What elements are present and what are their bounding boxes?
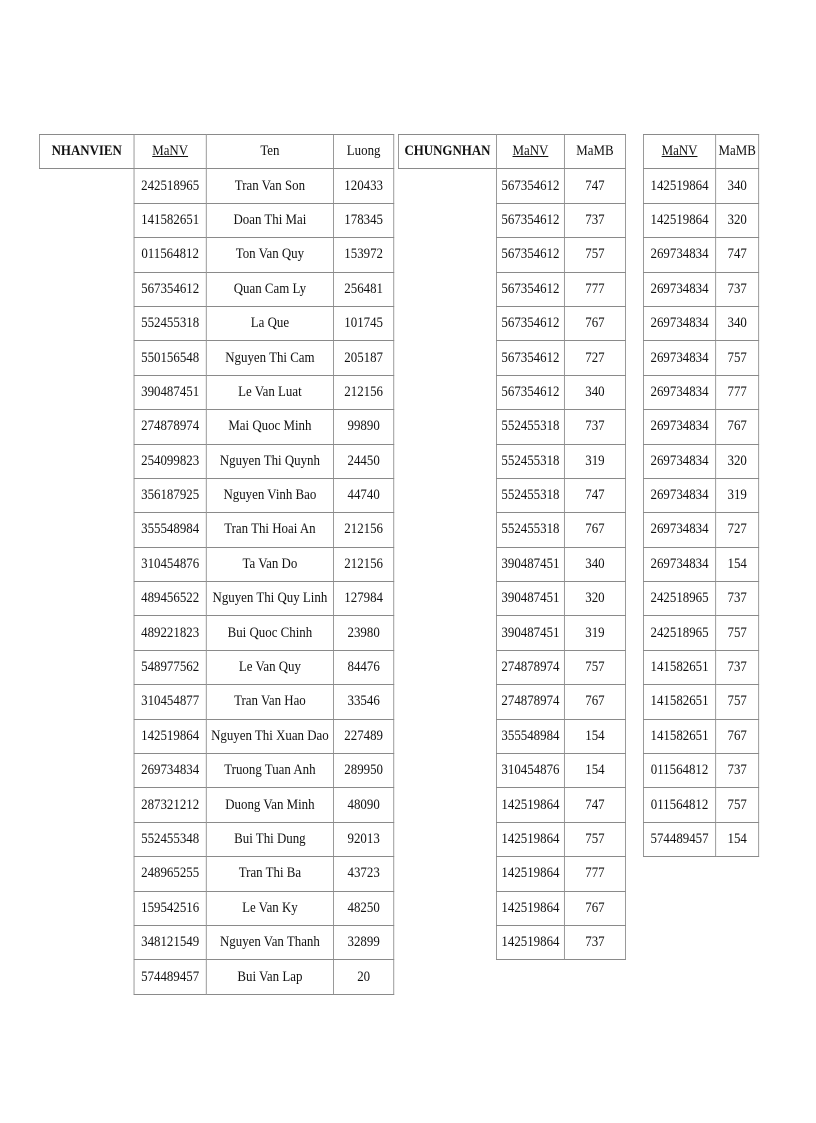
chungnhan-cont-row xyxy=(643,478,758,512)
chungnhan-cont-cell: 269734834 xyxy=(643,341,715,375)
nhanvien-cell: 212156 xyxy=(334,547,394,581)
chungnhan-cont-cell: 727 xyxy=(716,513,759,547)
nhanvien-row xyxy=(39,547,393,581)
nhanvien-cell: Nguyen Thi Quy Linh xyxy=(206,582,333,616)
chungnhan-row xyxy=(398,169,625,203)
chungnhan-cont-cell: 269734834 xyxy=(643,238,715,272)
chungnhan-cell: 552455318 xyxy=(496,444,564,478)
chungnhan-cont-row xyxy=(643,444,758,478)
chungnhan-cell: 727 xyxy=(564,341,625,375)
chungnhan-cont-row xyxy=(643,719,758,753)
chungnhan-spacer xyxy=(398,341,496,375)
nhanvien-cell: 310454876 xyxy=(134,547,206,581)
nhanvien-row xyxy=(39,169,393,203)
nhanvien-cell: 355548984 xyxy=(134,513,206,547)
nhanvien-cell: Bui Van Lap xyxy=(206,960,333,994)
chungnhan-cell: 567354612 xyxy=(496,238,564,272)
chungnhan-row xyxy=(398,547,625,581)
chungnhan-cell: 737 xyxy=(564,410,625,444)
chungnhan-cell: 310454876 xyxy=(496,754,564,788)
chungnhan-spacer xyxy=(398,891,496,925)
nhanvien-cell: 20 xyxy=(334,960,394,994)
nhanvien-cell: La Que xyxy=(206,306,333,340)
chungnhan-cont-body xyxy=(643,169,758,857)
chungnhan-cell: 274878974 xyxy=(496,685,564,719)
nhanvien-spacer xyxy=(39,306,134,340)
chungnhan-cont-cell: 011564812 xyxy=(643,754,715,788)
chungnhan-row xyxy=(398,616,625,650)
nhanvien-cell: 48090 xyxy=(334,788,394,822)
nhanvien-cell: Tran Thi Hoai An xyxy=(206,513,333,547)
chungnhan-cell: 390487451 xyxy=(496,616,564,650)
nhanvien-cell: 141582651 xyxy=(134,203,206,237)
chungnhan-cont-row xyxy=(643,341,758,375)
chungnhan-cell: 777 xyxy=(564,272,625,306)
nhanvien-spacer xyxy=(39,169,134,203)
chungnhan-spacer xyxy=(398,616,496,650)
chungnhan-spacer xyxy=(398,444,496,478)
nhanvien-cell: Le Van Ky xyxy=(206,891,333,925)
nhanvien-body xyxy=(39,169,393,994)
nhanvien-spacer xyxy=(39,754,134,788)
chungnhan-cont-cell: 269734834 xyxy=(643,547,715,581)
chungnhan-cont-row xyxy=(643,616,758,650)
chungnhan-cell: 142519864 xyxy=(496,925,564,959)
chungnhan-row xyxy=(398,306,625,340)
chungnhan-cont-row xyxy=(643,582,758,616)
nhanvien-spacer xyxy=(39,788,134,822)
nhanvien-cell: Nguyen Van Thanh xyxy=(206,925,333,959)
nhanvien-row xyxy=(39,925,393,959)
chungnhan-row xyxy=(398,444,625,478)
nhanvien-cell: 99890 xyxy=(334,410,394,444)
chungnhan-cell: 390487451 xyxy=(496,582,564,616)
nhanvien-cell: Mai Quoc Minh xyxy=(206,410,333,444)
chungnhan-cell: 737 xyxy=(564,925,625,959)
chungnhan-cell: 142519864 xyxy=(496,891,564,925)
chungnhan-spacer xyxy=(398,169,496,203)
chungnhan-spacer xyxy=(398,375,496,409)
chungnhan-col-mamb: MaMB xyxy=(564,135,625,169)
nhanvien-cell: 552455348 xyxy=(134,822,206,856)
nhanvien-spacer xyxy=(39,547,134,581)
chungnhan-cont-cell: 737 xyxy=(716,754,759,788)
chungnhan-cell: 319 xyxy=(564,444,625,478)
nhanvien-cell: 159542516 xyxy=(134,891,206,925)
chungnhan-cell: 757 xyxy=(564,822,625,856)
chungnhan-cell: 142519864 xyxy=(496,857,564,891)
chungnhan-cont-cell: 141582651 xyxy=(643,650,715,684)
nhanvien-cell: 24450 xyxy=(334,444,394,478)
chungnhan-cell: 767 xyxy=(564,891,625,925)
chungnhan-cont-cell: 269734834 xyxy=(643,478,715,512)
nhanvien-spacer xyxy=(39,444,134,478)
nhanvien-cell: 44740 xyxy=(334,478,394,512)
chungnhan-cont-col-manv: MaNV xyxy=(643,135,715,169)
chungnhan-cont-cell: 269734834 xyxy=(643,513,715,547)
chungnhan-cell: 567354612 xyxy=(496,203,564,237)
chungnhan-row xyxy=(398,375,625,409)
chungnhan-cont-row xyxy=(643,822,758,856)
chungnhan-cont-cell: 154 xyxy=(716,547,759,581)
nhanvien-cell: Tran Van Hao xyxy=(206,685,333,719)
nhanvien-cell: Ton Van Quy xyxy=(206,238,333,272)
chungnhan-cont-cell: 737 xyxy=(716,582,759,616)
chungnhan-row xyxy=(398,822,625,856)
chungnhan-cell: 567354612 xyxy=(496,306,564,340)
chungnhan-cont-row xyxy=(643,375,758,409)
chungnhan-row xyxy=(398,238,625,272)
chungnhan-cell: 142519864 xyxy=(496,822,564,856)
chungnhan-spacer xyxy=(398,925,496,959)
chungnhan-row xyxy=(398,891,625,925)
chungnhan-cell: 737 xyxy=(564,203,625,237)
nhanvien-spacer xyxy=(39,341,134,375)
nhanvien-row xyxy=(39,754,393,788)
chungnhan-cell: 320 xyxy=(564,582,625,616)
chungnhan-row xyxy=(398,650,625,684)
nhanvien-cell: 390487451 xyxy=(134,375,206,409)
chungnhan-cell: 757 xyxy=(564,238,625,272)
nhanvien-spacer xyxy=(39,203,134,237)
nhanvien-cell: 254099823 xyxy=(134,444,206,478)
chungnhan-cont-cell: 269734834 xyxy=(643,306,715,340)
chungnhan-spacer xyxy=(398,272,496,306)
nhanvien-row xyxy=(39,203,393,237)
chungnhan-row xyxy=(398,203,625,237)
chungnhan-cell: 552455318 xyxy=(496,513,564,547)
chungnhan-cont-cell: 141582651 xyxy=(643,719,715,753)
nhanvien-row xyxy=(39,513,393,547)
chungnhan-cont-cell: 777 xyxy=(716,375,759,409)
nhanvien-cell: 33546 xyxy=(334,685,394,719)
nhanvien-cell: Nguyen Thi Cam xyxy=(206,341,333,375)
nhanvien-cell: 274878974 xyxy=(134,410,206,444)
nhanvien-spacer xyxy=(39,478,134,512)
chungnhan-cont-cell: 574489457 xyxy=(643,822,715,856)
nhanvien-row xyxy=(39,719,393,753)
nhanvien-cell: 43723 xyxy=(334,857,394,891)
chungnhan-cont-cell: 320 xyxy=(716,203,759,237)
chungnhan-cell: 340 xyxy=(564,547,625,581)
chungnhan-row xyxy=(398,925,625,959)
nhanvien-cell: 248965255 xyxy=(134,857,206,891)
nhanvien-spacer xyxy=(39,513,134,547)
chungnhan-cont-cell: 154 xyxy=(716,822,759,856)
nhanvien-row xyxy=(39,788,393,822)
nhanvien-spacer xyxy=(39,925,134,959)
chungnhan-cell: 767 xyxy=(564,513,625,547)
nhanvien-cell: 48250 xyxy=(334,891,394,925)
nhanvien-cell: Nguyen Thi Xuan Dao xyxy=(206,719,333,753)
nhanvien-cell: 127984 xyxy=(334,582,394,616)
nhanvien-cell: 489456522 xyxy=(134,582,206,616)
chungnhan-cell: 757 xyxy=(564,650,625,684)
chungnhan-row xyxy=(398,857,625,891)
chungnhan-cell: 340 xyxy=(564,375,625,409)
chungnhan-cont-row xyxy=(643,650,758,684)
nhanvien-spacer xyxy=(39,238,134,272)
nhanvien-cell: Le Van Quy xyxy=(206,650,333,684)
nhanvien-row xyxy=(39,650,393,684)
nhanvien-table xyxy=(39,134,394,995)
nhanvien-cell: 550156548 xyxy=(134,341,206,375)
chungnhan-cont-row xyxy=(643,203,758,237)
chungnhan-cont-row xyxy=(643,547,758,581)
chungnhan-body xyxy=(398,169,625,960)
chungnhan-cell: 777 xyxy=(564,857,625,891)
nhanvien-spacer xyxy=(39,616,134,650)
chungnhan-cell: 567354612 xyxy=(496,169,564,203)
nhanvien-cell: 310454877 xyxy=(134,685,206,719)
nhanvien-row xyxy=(39,341,393,375)
chungnhan-cont-cell: 269734834 xyxy=(643,410,715,444)
chungnhan-spacer xyxy=(398,822,496,856)
chungnhan-spacer xyxy=(398,513,496,547)
chungnhan-cont-cell: 767 xyxy=(716,410,759,444)
chungnhan-cont-header-row xyxy=(643,135,758,169)
chungnhan-cont-cell: 269734834 xyxy=(643,444,715,478)
nhanvien-spacer xyxy=(39,410,134,444)
chungnhan-spacer xyxy=(398,238,496,272)
chungnhan-spacer xyxy=(398,203,496,237)
chungnhan-cell: 767 xyxy=(564,685,625,719)
chungnhan-cont-cell: 242518965 xyxy=(643,616,715,650)
nhanvien-cell: 84476 xyxy=(334,650,394,684)
chungnhan-row xyxy=(398,272,625,306)
chungnhan-cont-row xyxy=(643,272,758,306)
nhanvien-cell: 011564812 xyxy=(134,238,206,272)
nhanvien-cell: 489221823 xyxy=(134,616,206,650)
chungnhan-spacer xyxy=(398,650,496,684)
chungnhan-spacer xyxy=(398,582,496,616)
nhanvien-row xyxy=(39,685,393,719)
chungnhan-row xyxy=(398,582,625,616)
chungnhan-cell: 274878974 xyxy=(496,650,564,684)
nhanvien-spacer xyxy=(39,375,134,409)
chungnhan-spacer xyxy=(398,547,496,581)
nhanvien-cell: 92013 xyxy=(334,822,394,856)
chungnhan-cell: 567354612 xyxy=(496,341,564,375)
nhanvien-cell: 227489 xyxy=(334,719,394,753)
chungnhan-cell: 567354612 xyxy=(496,272,564,306)
nhanvien-row xyxy=(39,410,393,444)
chungnhan-row xyxy=(398,685,625,719)
nhanvien-cell: 548977562 xyxy=(134,650,206,684)
nhanvien-row xyxy=(39,478,393,512)
chungnhan-spacer xyxy=(398,478,496,512)
chungnhan-cont-row xyxy=(643,754,758,788)
nhanvien-col-manv: MaNV xyxy=(134,135,206,169)
chungnhan-cont-cell: 767 xyxy=(716,719,759,753)
chungnhan-cell: 552455318 xyxy=(496,478,564,512)
chungnhan-cell: 747 xyxy=(564,788,625,822)
chungnhan-col-manv: MaNV xyxy=(496,135,564,169)
chungnhan-spacer xyxy=(398,857,496,891)
chungnhan-cont-cell: 340 xyxy=(716,306,759,340)
chungnhan-cont-cell: 269734834 xyxy=(643,272,715,306)
nhanvien-cell: 212156 xyxy=(334,375,394,409)
chungnhan-cont-cell: 011564812 xyxy=(643,788,715,822)
chungnhan-row xyxy=(398,410,625,444)
chungnhan-spacer xyxy=(398,306,496,340)
chungnhan-cont-cell: 757 xyxy=(716,788,759,822)
nhanvien-cell: 212156 xyxy=(334,513,394,547)
nhanvien-cell: 348121549 xyxy=(134,925,206,959)
chungnhan-cell: 552455318 xyxy=(496,410,564,444)
chungnhan-cell: 567354612 xyxy=(496,375,564,409)
nhanvien-cell: Nguyen Thi Quynh xyxy=(206,444,333,478)
nhanvien-cell: 287321212 xyxy=(134,788,206,822)
chungnhan-cell: 319 xyxy=(564,616,625,650)
nhanvien-col-ten: Ten xyxy=(206,135,333,169)
nhanvien-cell: 120433 xyxy=(334,169,394,203)
chungnhan-cont-row xyxy=(643,685,758,719)
nhanvien-cell: 552455318 xyxy=(134,306,206,340)
chungnhan-cont-cell: 320 xyxy=(716,444,759,478)
chungnhan-spacer xyxy=(398,410,496,444)
nhanvien-row xyxy=(39,582,393,616)
nhanvien-spacer xyxy=(39,857,134,891)
nhanvien-spacer xyxy=(39,822,134,856)
nhanvien-row xyxy=(39,272,393,306)
chungnhan-cont-cell: 141582651 xyxy=(643,685,715,719)
chungnhan-cont-cell: 737 xyxy=(716,272,759,306)
nhanvien-row xyxy=(39,857,393,891)
chungnhan-cont-cell: 737 xyxy=(716,650,759,684)
chungnhan-cont-cell: 269734834 xyxy=(643,375,715,409)
nhanvien-cell: Le Van Luat xyxy=(206,375,333,409)
nhanvien-row xyxy=(39,444,393,478)
nhanvien-cell: Bui Thi Dung xyxy=(206,822,333,856)
nhanvien-cell: Doan Thi Mai xyxy=(206,203,333,237)
chungnhan-row xyxy=(398,719,625,753)
nhanvien-cell: 567354612 xyxy=(134,272,206,306)
nhanvien-cell: 32899 xyxy=(334,925,394,959)
chungnhan-row xyxy=(398,513,625,547)
chungnhan-row xyxy=(398,478,625,512)
chungnhan-cell: 154 xyxy=(564,719,625,753)
chungnhan-cell: 747 xyxy=(564,169,625,203)
nhanvien-cell: Nguyen Vinh Bao xyxy=(206,478,333,512)
chungnhan-cont-row xyxy=(643,788,758,822)
chungnhan-spacer xyxy=(398,754,496,788)
chungnhan-cont-cell: 757 xyxy=(716,616,759,650)
chungnhan-cont-cell: 757 xyxy=(716,341,759,375)
chungnhan-cont-cell: 757 xyxy=(716,685,759,719)
chungnhan-spacer xyxy=(398,685,496,719)
chungnhan-cont-cell: 747 xyxy=(716,238,759,272)
nhanvien-cell: 142519864 xyxy=(134,719,206,753)
chungnhan-row xyxy=(398,754,625,788)
chungnhan-cont-cell: 142519864 xyxy=(643,169,715,203)
nhanvien-cell: 574489457 xyxy=(134,960,206,994)
chungnhan-title: CHUNGNHAN xyxy=(398,135,496,169)
chungnhan-cell: 355548984 xyxy=(496,719,564,753)
chungnhan-cont-cell: 242518965 xyxy=(643,582,715,616)
nhanvien-cell: Ta Van Do xyxy=(206,547,333,581)
chungnhan-cont-table xyxy=(643,134,759,857)
chungnhan-row xyxy=(398,341,625,375)
nhanvien-spacer xyxy=(39,891,134,925)
nhanvien-spacer xyxy=(39,582,134,616)
chungnhan-cont-row xyxy=(643,238,758,272)
chungnhan-cont-row xyxy=(643,306,758,340)
chungnhan-cont-row xyxy=(643,513,758,547)
nhanvien-cell: 205187 xyxy=(334,341,394,375)
chungnhan-row xyxy=(398,788,625,822)
chungnhan-spacer xyxy=(398,788,496,822)
chungnhan-cell: 767 xyxy=(564,306,625,340)
nhanvien-spacer xyxy=(39,272,134,306)
chungnhan-cont-row xyxy=(643,410,758,444)
chungnhan-cell: 747 xyxy=(564,478,625,512)
nhanvien-cell: Tran Van Son xyxy=(206,169,333,203)
nhanvien-spacer xyxy=(39,685,134,719)
chungnhan-cell: 390487451 xyxy=(496,547,564,581)
nhanvien-row xyxy=(39,306,393,340)
nhanvien-row xyxy=(39,238,393,272)
nhanvien-cell: 23980 xyxy=(334,616,394,650)
chungnhan-cell: 142519864 xyxy=(496,788,564,822)
nhanvien-cell: 356187925 xyxy=(134,478,206,512)
nhanvien-cell: Bui Quoc Chinh xyxy=(206,616,333,650)
nhanvien-cell: 242518965 xyxy=(134,169,206,203)
nhanvien-row xyxy=(39,960,393,994)
chungnhan-cont-cell: 142519864 xyxy=(643,203,715,237)
nhanvien-col-luong: Luong xyxy=(334,135,394,169)
nhanvien-row xyxy=(39,375,393,409)
nhanvien-row xyxy=(39,616,393,650)
nhanvien-cell: Truong Tuan Anh xyxy=(206,754,333,788)
chungnhan-cont-cell: 340 xyxy=(716,169,759,203)
chungnhan-cont-cell: 319 xyxy=(716,478,759,512)
chungnhan-cell: 154 xyxy=(564,754,625,788)
nhanvien-cell: 101745 xyxy=(334,306,394,340)
chungnhan-spacer xyxy=(398,719,496,753)
nhanvien-cell: 289950 xyxy=(334,754,394,788)
nhanvien-cell: 178345 xyxy=(334,203,394,237)
chungnhan-cont-row xyxy=(643,169,758,203)
nhanvien-row xyxy=(39,891,393,925)
chungnhan-cont-col-mamb: MaMB xyxy=(716,135,759,169)
nhanvien-cell: Tran Thi Ba xyxy=(206,857,333,891)
nhanvien-spacer xyxy=(39,650,134,684)
nhanvien-cell: 269734834 xyxy=(134,754,206,788)
nhanvien-cell: Duong Van Minh xyxy=(206,788,333,822)
nhanvien-row xyxy=(39,822,393,856)
chungnhan-table xyxy=(398,134,626,960)
nhanvien-spacer xyxy=(39,719,134,753)
nhanvien-title: NHANVIEN xyxy=(39,135,134,169)
nhanvien-cell: Quan Cam Ly xyxy=(206,272,333,306)
chungnhan-header-row xyxy=(398,135,625,169)
nhanvien-cell: 256481 xyxy=(334,272,394,306)
nhanvien-header-row xyxy=(39,135,393,169)
nhanvien-spacer xyxy=(39,960,134,994)
nhanvien-cell: 153972 xyxy=(334,238,394,272)
